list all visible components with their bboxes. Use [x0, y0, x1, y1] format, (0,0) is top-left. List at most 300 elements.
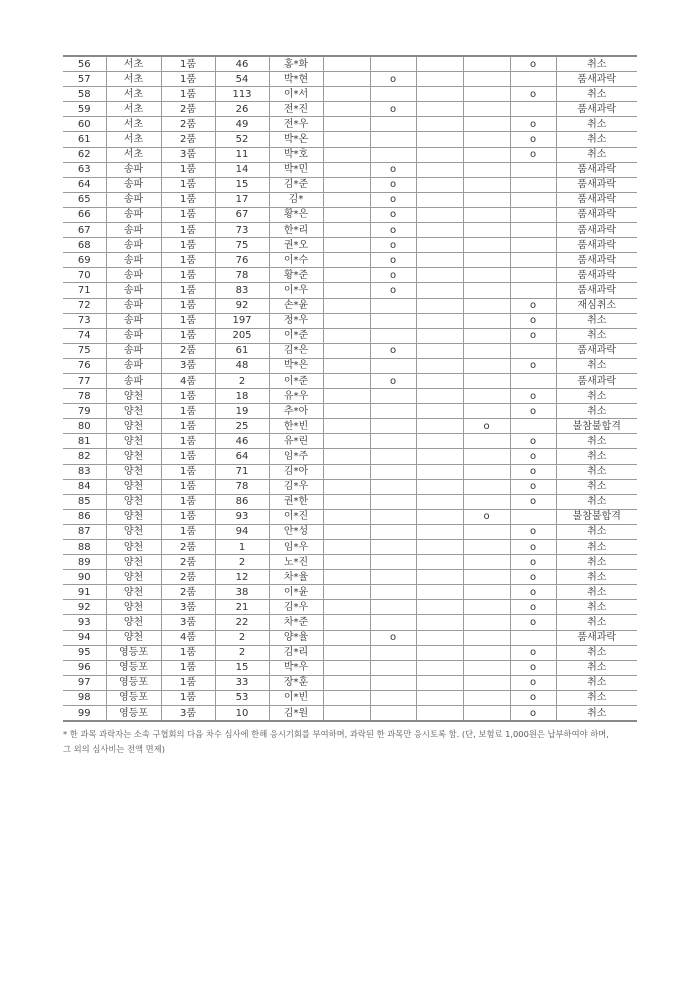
row-number: 71 — [63, 283, 106, 298]
row-number: 91 — [63, 585, 106, 600]
table-row — [63, 449, 637, 464]
mark-cell-3 — [416, 600, 463, 615]
name: 김*준 — [269, 177, 323, 192]
mark-cell-1 — [323, 177, 370, 192]
grade: 3품 — [161, 615, 215, 630]
mark-cell-1 — [323, 72, 370, 87]
row-number: 68 — [63, 238, 106, 253]
mark-cell-2: o — [370, 177, 416, 192]
name: 차*율 — [269, 570, 323, 585]
footnote — [63, 727, 643, 757]
table-row — [63, 570, 637, 585]
result: 불참불합격 — [556, 419, 637, 434]
mark-cell-3 — [416, 313, 463, 328]
exam-number: 205 — [215, 328, 269, 343]
row-number: 77 — [63, 373, 106, 388]
exam-number: 61 — [215, 343, 269, 358]
mark-cell-4 — [463, 600, 510, 615]
mark-cell-5: o — [510, 570, 556, 585]
mark-cell-4: o — [463, 509, 510, 524]
result: 취소 — [556, 660, 637, 675]
mark-cell-3 — [416, 373, 463, 388]
district: 송파 — [106, 238, 161, 253]
result: 품새과락 — [556, 192, 637, 207]
mark-cell-5: o — [510, 615, 556, 630]
mark-cell-4 — [463, 358, 510, 373]
mark-cell-1 — [323, 223, 370, 238]
result: 취소 — [556, 600, 637, 615]
grade: 1품 — [161, 56, 215, 72]
exam-number: 11 — [215, 147, 269, 162]
row-number: 87 — [63, 524, 106, 539]
mark-cell-1 — [323, 404, 370, 419]
mark-cell-1 — [323, 630, 370, 645]
exam-number: 2 — [215, 630, 269, 645]
mark-cell-1 — [323, 585, 370, 600]
mark-cell-5: o — [510, 87, 556, 102]
district: 양천 — [106, 479, 161, 494]
name: 김*우 — [269, 479, 323, 494]
exam-number: 92 — [215, 298, 269, 313]
table-row — [63, 479, 637, 494]
mark-cell-4 — [463, 404, 510, 419]
table-row — [63, 56, 637, 72]
mark-cell-4 — [463, 328, 510, 343]
district: 양천 — [106, 389, 161, 404]
district: 양천 — [106, 404, 161, 419]
table-row — [63, 87, 637, 102]
grade: 1품 — [161, 298, 215, 313]
mark-cell-1 — [323, 509, 370, 524]
mark-cell-3 — [416, 404, 463, 419]
mark-cell-3 — [416, 132, 463, 147]
mark-cell-2 — [370, 358, 416, 373]
mark-cell-1 — [323, 56, 370, 72]
mark-cell-2 — [370, 570, 416, 585]
name: 황*은 — [269, 207, 323, 222]
name: 이*진 — [269, 509, 323, 524]
mark-cell-5: o — [510, 585, 556, 600]
name: 김*아 — [269, 464, 323, 479]
mark-cell-3 — [416, 479, 463, 494]
name: 김*우 — [269, 600, 323, 615]
mark-cell-2 — [370, 615, 416, 630]
table-row — [63, 494, 637, 509]
mark-cell-4 — [463, 268, 510, 283]
mark-cell-1 — [323, 389, 370, 404]
name: 유*우 — [269, 389, 323, 404]
district: 영등포 — [106, 706, 161, 722]
result: 취소 — [556, 132, 637, 147]
table-row — [63, 524, 637, 539]
name: 김* — [269, 192, 323, 207]
mark-cell-5 — [510, 223, 556, 238]
mark-cell-2: o — [370, 207, 416, 222]
row-number: 84 — [63, 479, 106, 494]
mark-cell-5: o — [510, 690, 556, 705]
row-number: 69 — [63, 253, 106, 268]
table-row — [63, 555, 637, 570]
mark-cell-2 — [370, 645, 416, 660]
name: 노*진 — [269, 555, 323, 570]
grade: 1품 — [161, 509, 215, 524]
mark-cell-3 — [416, 419, 463, 434]
exam-number: 113 — [215, 87, 269, 102]
mark-cell-2 — [370, 675, 416, 690]
result: 불참불합격 — [556, 509, 637, 524]
exam-number: 2 — [215, 645, 269, 660]
exam-number: 38 — [215, 585, 269, 600]
exam-number: 64 — [215, 449, 269, 464]
district: 송파 — [106, 162, 161, 177]
mark-cell-3 — [416, 464, 463, 479]
row-number: 59 — [63, 102, 106, 117]
result: 취소 — [556, 117, 637, 132]
grade: 1품 — [161, 177, 215, 192]
grade: 3품 — [161, 358, 215, 373]
mark-cell-1 — [323, 358, 370, 373]
mark-cell-2: o — [370, 223, 416, 238]
grade: 4품 — [161, 373, 215, 388]
table-row — [63, 298, 637, 313]
grade: 2품 — [161, 343, 215, 358]
footnote-line-1: * 한 과목 과락자는 소속 구협회의 다음 차수 심사에 한해 응시기회를 부여하며, 과락된 한 과목만 응시토록 함. (단, 보험료 1,000원은 납부하여야 하며, — [63, 729, 609, 739]
mark-cell-4 — [463, 494, 510, 509]
exam-number: 73 — [215, 223, 269, 238]
mark-cell-5: o — [510, 555, 556, 570]
mark-cell-3 — [416, 615, 463, 630]
row-number: 86 — [63, 509, 106, 524]
grade: 4품 — [161, 630, 215, 645]
name: 장*훈 — [269, 675, 323, 690]
mark-cell-4 — [463, 389, 510, 404]
mark-cell-1 — [323, 706, 370, 722]
name: 전*진 — [269, 102, 323, 117]
table-row — [63, 313, 637, 328]
result: 취소 — [556, 313, 637, 328]
row-number: 67 — [63, 223, 106, 238]
row-number: 79 — [63, 404, 106, 419]
grade: 1품 — [161, 253, 215, 268]
result: 품새과락 — [556, 102, 637, 117]
row-number: 97 — [63, 675, 106, 690]
table-row — [63, 675, 637, 690]
grade: 1품 — [161, 645, 215, 660]
mark-cell-2 — [370, 313, 416, 328]
table-row — [63, 404, 637, 419]
table-row — [63, 72, 637, 87]
row-number: 92 — [63, 600, 106, 615]
mark-cell-1 — [323, 645, 370, 660]
name: 안*성 — [269, 524, 323, 539]
mark-cell-3 — [416, 434, 463, 449]
mark-cell-4 — [463, 540, 510, 555]
result: 취소 — [556, 585, 637, 600]
district: 송파 — [106, 358, 161, 373]
result: 품새과락 — [556, 283, 637, 298]
mark-cell-2: o — [370, 630, 416, 645]
name: 권*오 — [269, 238, 323, 253]
mark-cell-5 — [510, 268, 556, 283]
table-row — [63, 283, 637, 298]
result: 취소 — [556, 56, 637, 72]
mark-cell-5: o — [510, 449, 556, 464]
table-row — [63, 343, 637, 358]
mark-cell-1 — [323, 283, 370, 298]
name: 전*우 — [269, 117, 323, 132]
grade: 1품 — [161, 192, 215, 207]
name: 한*빈 — [269, 419, 323, 434]
mark-cell-5: o — [510, 147, 556, 162]
exam-number: 18 — [215, 389, 269, 404]
result: 취소 — [556, 540, 637, 555]
district: 송파 — [106, 298, 161, 313]
district: 서초 — [106, 132, 161, 147]
mark-cell-3 — [416, 509, 463, 524]
grade: 2품 — [161, 132, 215, 147]
grade: 1품 — [161, 328, 215, 343]
exam-number: 48 — [215, 358, 269, 373]
grade: 3품 — [161, 600, 215, 615]
result: 취소 — [556, 524, 637, 539]
table-row — [63, 358, 637, 373]
mark-cell-5 — [510, 72, 556, 87]
mark-cell-5: o — [510, 645, 556, 660]
mark-cell-3 — [416, 192, 463, 207]
mark-cell-4 — [463, 313, 510, 328]
grade: 1품 — [161, 479, 215, 494]
mark-cell-1 — [323, 192, 370, 207]
exam-number: 71 — [215, 464, 269, 479]
result: 품새과락 — [556, 373, 637, 388]
mark-cell-1 — [323, 253, 370, 268]
exam-number: 83 — [215, 283, 269, 298]
mark-cell-3 — [416, 147, 463, 162]
mark-cell-5: o — [510, 479, 556, 494]
mark-cell-4 — [463, 298, 510, 313]
row-number: 74 — [63, 328, 106, 343]
name: 이*서 — [269, 87, 323, 102]
table-row — [63, 645, 637, 660]
mark-cell-2 — [370, 690, 416, 705]
mark-cell-5 — [510, 283, 556, 298]
table-row — [63, 238, 637, 253]
grade: 1품 — [161, 223, 215, 238]
row-number: 82 — [63, 449, 106, 464]
exam-number: 14 — [215, 162, 269, 177]
mark-cell-2: o — [370, 343, 416, 358]
grade: 1품 — [161, 690, 215, 705]
mark-cell-1 — [323, 675, 370, 690]
grade: 1품 — [161, 464, 215, 479]
mark-cell-1 — [323, 615, 370, 630]
exam-number: 33 — [215, 675, 269, 690]
row-number: 99 — [63, 706, 106, 722]
exam-number: 78 — [215, 479, 269, 494]
result: 취소 — [556, 645, 637, 660]
district: 송파 — [106, 268, 161, 283]
mark-cell-4 — [463, 238, 510, 253]
grade: 1품 — [161, 494, 215, 509]
mark-cell-4 — [463, 72, 510, 87]
mark-cell-4 — [463, 434, 510, 449]
row-number: 57 — [63, 72, 106, 87]
mark-cell-1 — [323, 313, 370, 328]
mark-cell-5 — [510, 419, 556, 434]
mark-cell-1 — [323, 328, 370, 343]
mark-cell-5: o — [510, 524, 556, 539]
row-number: 88 — [63, 540, 106, 555]
district: 서초 — [106, 147, 161, 162]
row-number: 72 — [63, 298, 106, 313]
table-row — [63, 585, 637, 600]
row-number: 73 — [63, 313, 106, 328]
exam-number: 17 — [215, 192, 269, 207]
exam-number: 46 — [215, 434, 269, 449]
name: 한*리 — [269, 223, 323, 238]
row-number: 81 — [63, 434, 106, 449]
district: 양천 — [106, 449, 161, 464]
mark-cell-1 — [323, 162, 370, 177]
grade: 2품 — [161, 102, 215, 117]
mark-cell-2 — [370, 419, 416, 434]
mark-cell-4 — [463, 223, 510, 238]
mark-cell-1 — [323, 102, 370, 117]
district: 송파 — [106, 207, 161, 222]
mark-cell-3 — [416, 117, 463, 132]
mark-cell-4 — [463, 464, 510, 479]
mark-cell-4 — [463, 283, 510, 298]
mark-cell-2 — [370, 706, 416, 722]
mark-cell-3 — [416, 570, 463, 585]
table-row — [63, 268, 637, 283]
mark-cell-4 — [463, 207, 510, 222]
mark-cell-1 — [323, 207, 370, 222]
grade: 1품 — [161, 389, 215, 404]
mark-cell-2: o — [370, 72, 416, 87]
table-row — [63, 706, 637, 722]
grade: 1품 — [161, 660, 215, 675]
result: 취소 — [556, 449, 637, 464]
exam-number: 15 — [215, 177, 269, 192]
row-number: 85 — [63, 494, 106, 509]
grade: 1품 — [161, 449, 215, 464]
grade: 1품 — [161, 268, 215, 283]
mark-cell-4 — [463, 585, 510, 600]
district: 양천 — [106, 615, 161, 630]
mark-cell-1 — [323, 87, 370, 102]
mark-cell-2 — [370, 524, 416, 539]
row-number: 60 — [63, 117, 106, 132]
result: 품새과락 — [556, 253, 637, 268]
footnote-line-2: 그 외의 심사비는 전액 면제) — [63, 744, 165, 754]
mark-cell-2 — [370, 585, 416, 600]
row-number: 65 — [63, 192, 106, 207]
district: 양천 — [106, 570, 161, 585]
table-row — [63, 419, 637, 434]
mark-cell-3 — [416, 238, 463, 253]
mark-cell-2 — [370, 147, 416, 162]
exam-number: 46 — [215, 56, 269, 72]
exam-number: 197 — [215, 313, 269, 328]
district: 송파 — [106, 343, 161, 358]
name: 임*우 — [269, 540, 323, 555]
result: 취소 — [556, 404, 637, 419]
mark-cell-5 — [510, 192, 556, 207]
mark-cell-1 — [323, 117, 370, 132]
table-row — [63, 162, 637, 177]
district: 서초 — [106, 87, 161, 102]
mark-cell-5: o — [510, 675, 556, 690]
result: 취소 — [556, 675, 637, 690]
row-number: 75 — [63, 343, 106, 358]
table-row — [63, 690, 637, 705]
mark-cell-2: o — [370, 162, 416, 177]
grade: 1품 — [161, 524, 215, 539]
mark-cell-1 — [323, 268, 370, 283]
mark-cell-1 — [323, 132, 370, 147]
result: 취소 — [556, 87, 637, 102]
mark-cell-5: o — [510, 494, 556, 509]
row-number: 96 — [63, 660, 106, 675]
row-number: 56 — [63, 56, 106, 72]
mark-cell-3 — [416, 102, 463, 117]
grade: 2품 — [161, 585, 215, 600]
mark-cell-2 — [370, 600, 416, 615]
row-number: 70 — [63, 268, 106, 283]
district: 송파 — [106, 223, 161, 238]
mark-cell-1 — [323, 434, 370, 449]
mark-cell-4 — [463, 162, 510, 177]
district: 서초 — [106, 102, 161, 117]
mark-cell-4 — [463, 343, 510, 358]
mark-cell-2 — [370, 464, 416, 479]
name: 이*수 — [269, 253, 323, 268]
mark-cell-4 — [463, 117, 510, 132]
district: 양천 — [106, 585, 161, 600]
grade: 2품 — [161, 570, 215, 585]
grade: 1품 — [161, 72, 215, 87]
exam-number: 67 — [215, 207, 269, 222]
exam-number: 25 — [215, 419, 269, 434]
table-row — [63, 540, 637, 555]
grade: 1품 — [161, 404, 215, 419]
name: 박*호 — [269, 147, 323, 162]
mark-cell-5: o — [510, 706, 556, 722]
mark-cell-5 — [510, 630, 556, 645]
name: 양*율 — [269, 630, 323, 645]
district: 서초 — [106, 72, 161, 87]
table-row — [63, 630, 637, 645]
mark-cell-5: o — [510, 132, 556, 147]
mark-cell-4 — [463, 706, 510, 722]
mark-cell-1 — [323, 690, 370, 705]
mark-cell-1 — [323, 298, 370, 313]
exam-number: 52 — [215, 132, 269, 147]
district: 송파 — [106, 253, 161, 268]
district: 양천 — [106, 600, 161, 615]
mark-cell-5 — [510, 102, 556, 117]
result: 취소 — [556, 328, 637, 343]
mark-cell-2 — [370, 555, 416, 570]
grade: 1품 — [161, 207, 215, 222]
mark-cell-1 — [323, 419, 370, 434]
result: 품새과락 — [556, 223, 637, 238]
grade: 1품 — [161, 283, 215, 298]
row-number: 76 — [63, 358, 106, 373]
district: 영등포 — [106, 660, 161, 675]
row-number: 93 — [63, 615, 106, 630]
